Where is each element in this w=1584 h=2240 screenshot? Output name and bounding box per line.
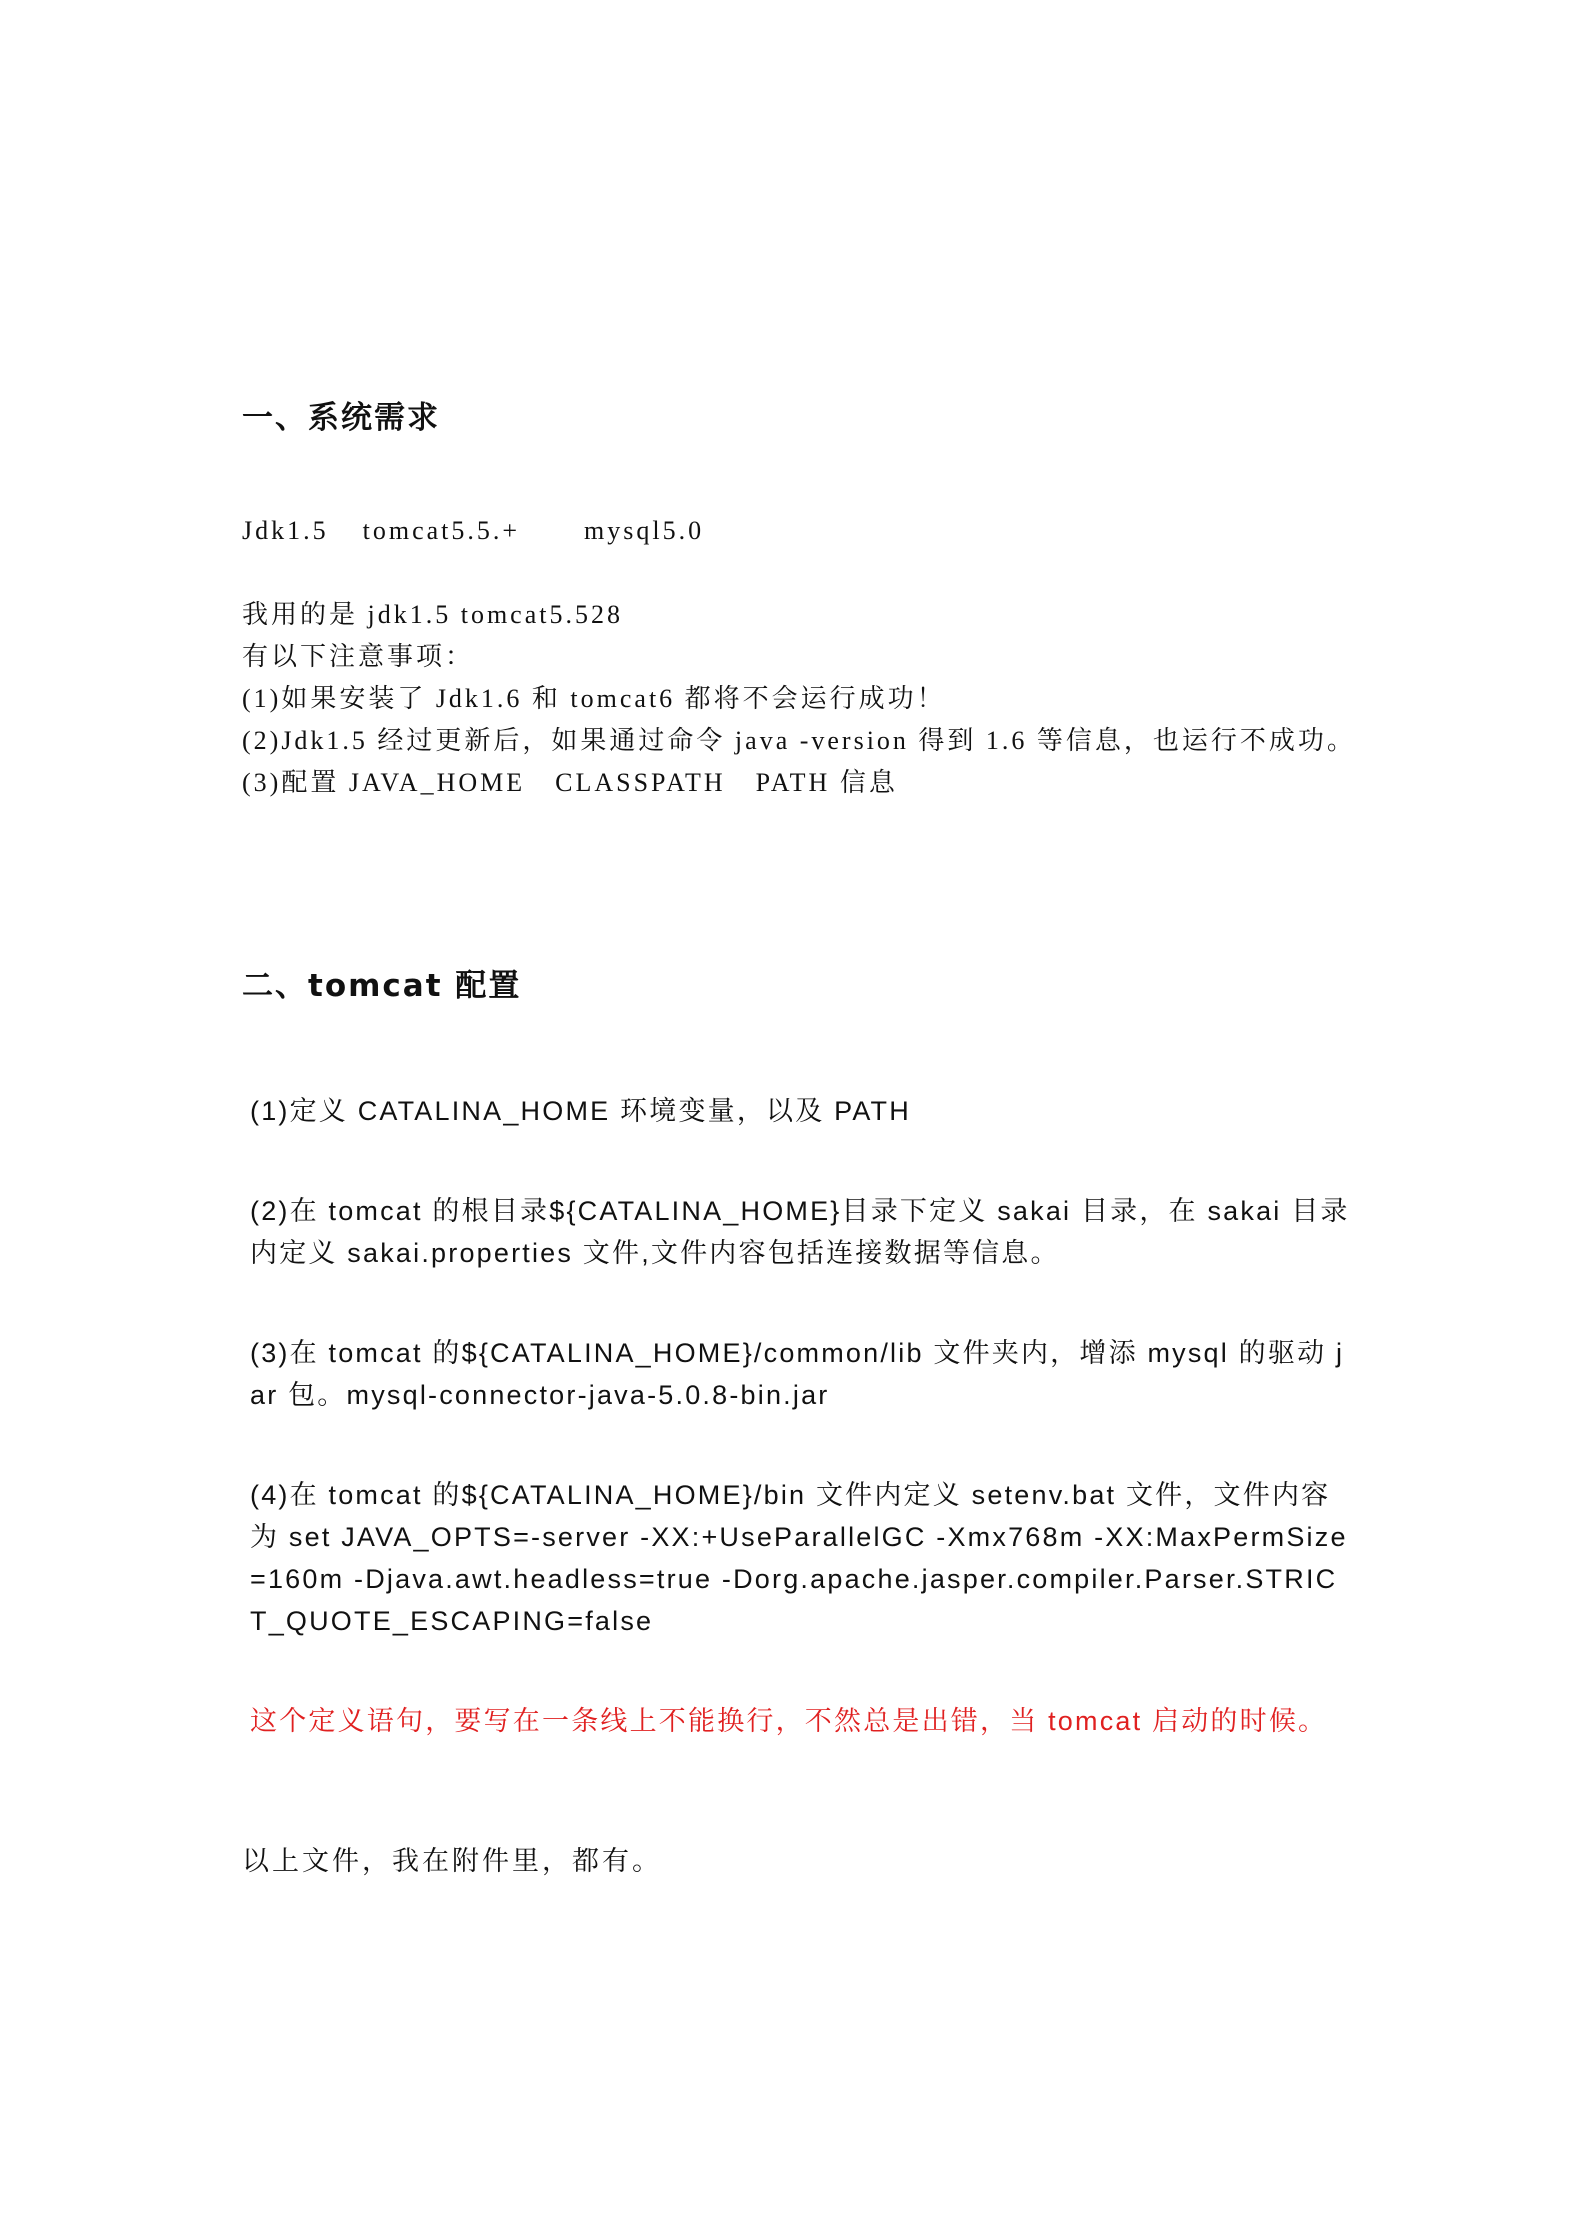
notes-intro: 有以下注意事项： bbox=[242, 642, 475, 671]
note-3-prefix: (3)配置 bbox=[242, 768, 340, 797]
warning-text: 这个定义语句，要写在一条线上不能换行，不然总是出错，当 tomcat 启动的时候。 bbox=[250, 1706, 1328, 1736]
note-3 bbox=[242, 762, 1362, 804]
used-versions: 我用的是 jdk1.5 tomcat5.528 bbox=[242, 600, 623, 629]
requirement-jdk: Jdk1.5 bbox=[242, 516, 329, 545]
step-1 bbox=[250, 1090, 1355, 1132]
section1-notes bbox=[242, 594, 1362, 804]
note-3-java-home: JAVA_HOME bbox=[348, 768, 526, 797]
step-2-text: (2)在 tomcat 的根目录${CATALINA_HOME}目录下定义 sakai 目录，在 sakai 目录内定义 sakai.properties 文件,文件内容包括连接数据等信息。 bbox=[250, 1196, 1350, 1268]
closing-note bbox=[242, 1840, 1362, 1882]
note-3-suffix: 信息 bbox=[839, 768, 898, 797]
closing-text: 以上文件，我在附件里，都有。 bbox=[242, 1846, 662, 1876]
step-2 bbox=[250, 1190, 1355, 1274]
warning-note bbox=[250, 1700, 1355, 1742]
note-3-classpath: CLASSPATH bbox=[555, 768, 726, 797]
section2-heading: 二、tomcat 配置 bbox=[242, 968, 522, 1004]
step-1-text: (1)定义 CATALINA_HOME 环境变量，以及 PATH bbox=[250, 1096, 911, 1126]
section1-heading: 一、系统需求 bbox=[242, 400, 440, 436]
requirements-line bbox=[242, 510, 1362, 552]
requirement-mysql: mysql5.0 bbox=[584, 516, 705, 545]
step-3-text: (3)在 tomcat 的${CATALINA_HOME}/common/lib 文件夹内，增添 mysql 的驱动 jar 包。mysql-connector-java-5.0.8-bin.jar bbox=[250, 1338, 1345, 1410]
step-4 bbox=[250, 1474, 1355, 1642]
note-2: (2)Jdk1.5 经过更新后，如果通过命令 java -version 得到 1.6 等信息，也运行不成功。 bbox=[242, 726, 1356, 755]
requirement-tomcat: tomcat5.5.+ bbox=[362, 516, 521, 545]
note-1: (1)如果安装了 Jdk1.6 和 tomcat6 都将不会运行成功！ bbox=[242, 684, 946, 713]
step-3 bbox=[250, 1332, 1355, 1416]
note-3-path: PATH bbox=[755, 768, 831, 797]
step-4-text: (4)在 tomcat 的${CATALINA_HOME}/bin 文件内定义 setenv.bat 文件，文件内容为 set JAVA_OPTS=-server -XX:+UseParallelGC -Xmx768m -XX:MaxPermSize=160m -Djava.awt.headless=true -Dorg.apache.jasper.compiler.Parser.STRICT_QUOTE_ESCAPING=false bbox=[250, 1480, 1348, 1636]
